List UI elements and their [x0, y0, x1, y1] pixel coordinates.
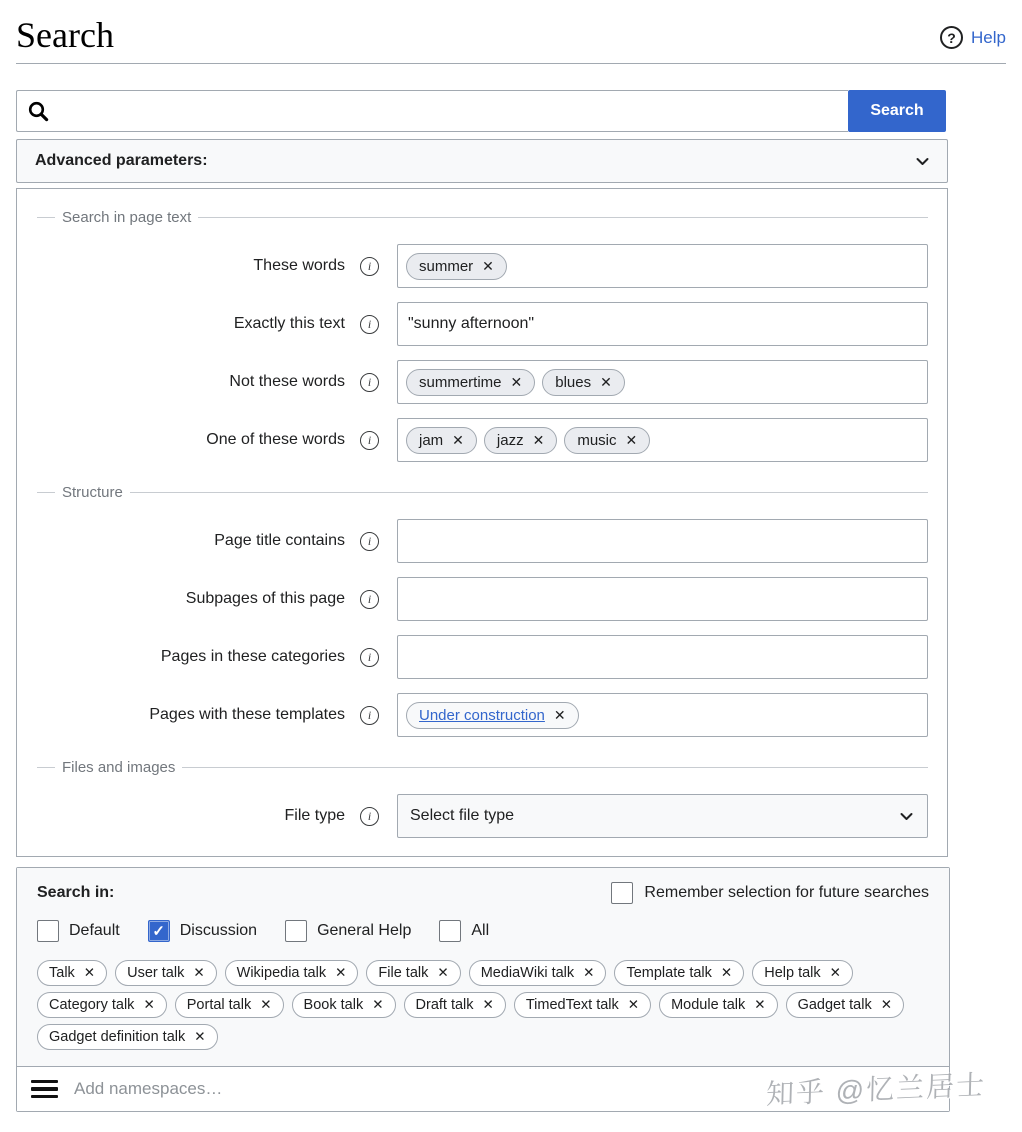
remove-chip-icon[interactable]: ✕	[83, 965, 96, 981]
field-row-exact-text	[37, 302, 928, 346]
chip-label: summertime	[419, 373, 502, 391]
remove-chip-icon[interactable]: ✕	[193, 965, 205, 981]
preset-label: General Help	[317, 922, 412, 940]
info-icon[interactable]: i	[360, 807, 379, 826]
checkbox-checked[interactable]: ✓	[148, 920, 170, 942]
tag-chip[interactable]	[406, 369, 535, 396]
namespace-chip[interactable]	[37, 1024, 218, 1050]
namespace-chip[interactable]	[292, 992, 396, 1018]
info-icon[interactable]: i	[360, 532, 379, 551]
remove-chip-icon[interactable]: ✕	[720, 965, 733, 981]
file-type-label: File type	[284, 807, 345, 825]
subpages-input[interactable]	[397, 577, 928, 621]
chip-label: Template talk	[626, 965, 712, 982]
namespace-chip[interactable]	[614, 960, 744, 986]
file-type-dropdown[interactable]	[397, 794, 928, 838]
search-bar	[16, 90, 946, 132]
add-namespaces-input[interactable]	[74, 1079, 937, 1099]
chip-label: User talk	[127, 965, 185, 982]
info-icon[interactable]: i	[360, 315, 379, 334]
field-row-these-words	[37, 244, 928, 288]
field-row-subpages	[37, 577, 928, 621]
namespace-chip[interactable]	[786, 992, 904, 1018]
namespace-chip[interactable]	[175, 992, 284, 1018]
remove-chip-icon[interactable]: ✕	[627, 997, 640, 1013]
remove-chip-icon[interactable]: ✕	[482, 258, 494, 275]
chip-label: MediaWiki talk	[480, 965, 575, 982]
chevron-down-icon	[914, 153, 931, 170]
remove-chip-icon[interactable]: ✕	[553, 707, 566, 724]
info-icon[interactable]: i	[360, 706, 379, 725]
remember-checkbox[interactable]	[611, 882, 633, 904]
search-input[interactable]	[58, 102, 840, 120]
field-row-templates	[37, 693, 928, 737]
chip-label: Module talk	[671, 997, 746, 1014]
info-icon[interactable]: i	[360, 431, 379, 450]
chip-label: Portal talk	[186, 997, 252, 1014]
tag-chip[interactable]	[406, 253, 507, 280]
info-icon[interactable]: i	[360, 590, 379, 609]
chip-label: Help talk	[764, 965, 821, 982]
chip-label: Gadget definition talk	[49, 1029, 186, 1046]
advanced-parameters-toggle[interactable]	[16, 139, 948, 183]
remove-chip-icon[interactable]: ✕	[194, 1029, 206, 1045]
namespace-chip[interactable]	[37, 992, 167, 1018]
not-these-words-label: Not these words	[229, 373, 345, 391]
namespace-preset-default[interactable]	[37, 920, 120, 942]
exact-text-input[interactable]	[397, 302, 928, 346]
categories-input[interactable]	[397, 635, 928, 679]
remove-chip-icon[interactable]: ✕	[583, 965, 595, 981]
advanced-parameters-panel	[16, 188, 948, 857]
checkbox-unchecked[interactable]	[37, 920, 59, 942]
remove-chip-icon[interactable]: ✕	[372, 997, 384, 1013]
templates-input[interactable]	[397, 693, 928, 737]
help-link-label: Help	[971, 27, 1006, 47]
remember-label: Remember selection for future searches	[644, 884, 929, 902]
namespace-chip[interactable]	[404, 992, 506, 1018]
chip-label: File talk	[378, 965, 429, 982]
remove-chip-icon[interactable]: ✕	[880, 997, 893, 1013]
namespace-chip[interactable]	[752, 960, 853, 986]
namespace-chip[interactable]	[115, 960, 217, 986]
section-legend-structure: Structure	[37, 484, 928, 501]
chip-label: Talk	[49, 965, 75, 982]
these-words-input[interactable]	[397, 244, 928, 288]
remove-chip-icon[interactable]: ✕	[532, 432, 545, 449]
help-link[interactable]	[940, 26, 1006, 49]
field-row-categories	[37, 635, 928, 679]
these-words-label: These words	[253, 257, 345, 275]
one-of-these-words-input[interactable]	[397, 418, 928, 462]
remove-chip-icon[interactable]: ✕	[600, 374, 612, 391]
chip-label: TimedText talk	[525, 997, 619, 1014]
namespace-chip[interactable]	[659, 992, 777, 1018]
search-button[interactable]	[848, 90, 946, 132]
chip-label: Gadget talk	[797, 997, 872, 1014]
help-question-icon: ?	[940, 26, 963, 49]
remove-chip-icon[interactable]: ✕	[437, 965, 449, 981]
exact-text-label: Exactly this text	[233, 315, 345, 333]
chip-label: jam	[419, 431, 444, 449]
namespaces-selection-area	[17, 868, 949, 1067]
section-legend-page-text: Search in page text	[37, 209, 928, 226]
namespace-chip[interactable]	[225, 960, 359, 986]
namespaces-header-row	[37, 882, 929, 904]
watermark: 知乎 @忆兰居士	[765, 1069, 987, 1110]
page-header	[16, 14, 1006, 64]
selected-namespaces	[37, 960, 929, 1050]
chip-label: music	[577, 431, 617, 449]
remove-chip-icon[interactable]: ✕	[625, 432, 638, 449]
namespace-chip[interactable]	[37, 960, 107, 986]
info-icon[interactable]: i	[360, 648, 379, 667]
field-row-one-of-these-words	[37, 418, 928, 462]
tag-chip[interactable]	[406, 427, 477, 454]
field-row-file-type	[37, 794, 928, 838]
remember-selection-option[interactable]	[611, 882, 929, 904]
search-button-label: Search	[870, 102, 924, 120]
search-in-label: Search in:	[37, 884, 115, 902]
chevron-down-icon	[898, 808, 915, 825]
checkbox-unchecked[interactable]	[285, 920, 307, 942]
namespace-preset-discussion[interactable]	[148, 920, 257, 942]
menu-icon[interactable]	[29, 1078, 60, 1101]
tag-chip[interactable]	[564, 427, 650, 454]
file-type-selected-value: Select file type	[410, 807, 515, 825]
not-these-words-input[interactable]	[397, 360, 928, 404]
remove-chip-icon[interactable]: ✕	[510, 374, 523, 391]
preset-label: Discussion	[179, 922, 258, 940]
info-icon[interactable]: i	[360, 373, 379, 392]
remove-chip-icon[interactable]: ✕	[829, 965, 841, 981]
namespace-presets	[37, 920, 929, 942]
section-legend-files: Files and images	[37, 759, 928, 776]
remove-chip-icon[interactable]: ✕	[482, 997, 494, 1013]
remove-chip-icon[interactable]: ✕	[335, 965, 347, 981]
namespace-chip[interactable]	[366, 960, 460, 986]
remove-chip-icon[interactable]: ✕	[260, 997, 272, 1013]
namespace-chip[interactable]	[514, 992, 651, 1018]
remove-chip-icon[interactable]: ✕	[754, 997, 766, 1013]
page-title-contains-label: Page title contains	[214, 532, 345, 550]
chip-label: jazz	[496, 431, 524, 449]
tag-chip[interactable]	[406, 702, 579, 729]
remove-chip-icon[interactable]: ✕	[452, 432, 464, 449]
search-icon	[27, 100, 50, 123]
namespaces-panel	[16, 867, 950, 1112]
advanced-parameters-label: Advanced parameters:	[35, 152, 208, 170]
namespace-preset-all[interactable]	[439, 920, 489, 942]
subpages-label: Subpages of this page	[185, 590, 345, 608]
field-row-not-these-words	[37, 360, 928, 404]
chip-label: Wikipedia talk	[236, 965, 327, 982]
categories-label: Pages in these categories	[160, 648, 345, 666]
chip-label: Book talk	[303, 997, 364, 1014]
chip-label: blues	[555, 373, 592, 391]
info-icon[interactable]: i	[360, 257, 379, 276]
checkbox-unchecked[interactable]	[439, 920, 461, 942]
tag-chip[interactable]	[542, 369, 625, 396]
add-namespaces-bar	[17, 1067, 949, 1111]
chip-label: Draft talk	[415, 997, 474, 1014]
namespace-chip[interactable]	[469, 960, 607, 986]
remove-chip-icon[interactable]: ✕	[143, 997, 155, 1013]
tag-chip[interactable]	[484, 427, 557, 454]
namespace-preset-general-help[interactable]	[285, 920, 411, 942]
one-of-these-words-label: One of these words	[206, 431, 345, 449]
field-row-page-title-contains	[37, 519, 928, 563]
preset-label: All	[471, 922, 490, 940]
templates-label: Pages with these templates	[149, 706, 345, 724]
search-input-box[interactable]	[16, 90, 848, 132]
page-title-contains-input[interactable]	[397, 519, 928, 563]
preset-label: Default	[69, 922, 120, 940]
chip-label: Category talk	[49, 997, 135, 1014]
page-title: Search	[16, 15, 114, 55]
chip-label: summer	[419, 257, 474, 275]
chip-label[interactable]: Under construction	[419, 706, 545, 724]
